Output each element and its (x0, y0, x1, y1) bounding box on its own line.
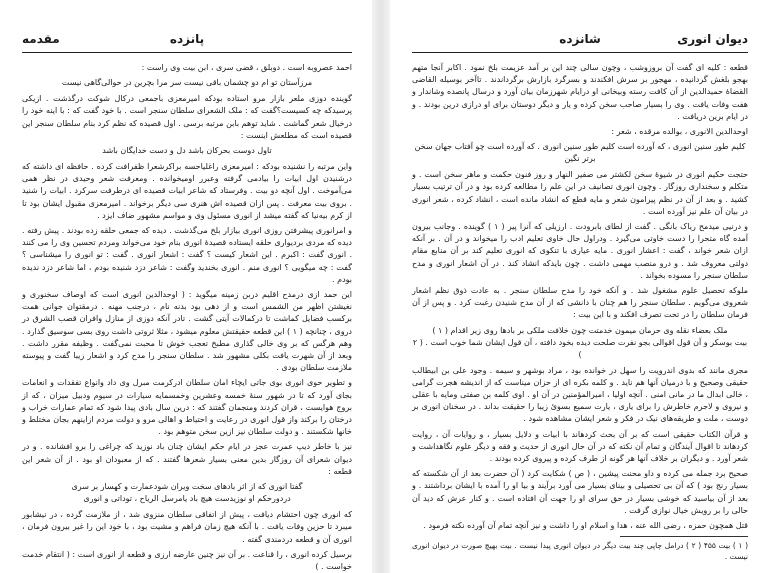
left-page (0, 0, 372, 573)
verse-line: تاول‌ دوست بحرکان باشد دل و دست خدایگان باشد (102, 146, 272, 156)
verse-line: کلیم طور سنین انوری ، که آورده است کلیم طور سنین انوری . که آورده است چو آفتاب جهان سخن برتر نگین (414, 142, 746, 164)
left-page-body (22, 62, 352, 573)
page-number: شانزده (559, 32, 601, 46)
running-title: دیوان انوری (677, 32, 748, 46)
footnote: ( ۱ ) بیت ۴۵۵ ( ۲ ) درامل چاپی چند بیت دیگر در دیوان انوری پیدا نیست . بیت بهیچ صورت در دیوان انوری نیست . (412, 541, 749, 562)
paragraph: اوحدالدین الانوری ، بوالده مرقده ، شعر : (611, 127, 748, 137)
right-page-body (412, 62, 748, 565)
verse (412, 325, 748, 361)
verse-line: مرزآستان تو ام دو چشمان باقی نیست سر مرا بچرین در حوالی‌گاهی نیست (61, 78, 313, 88)
paragraph: قطعه : کلیه ای گفت آن بروزوشب ، وچون سالی چند این بر آمد عزیمت بلخ نمود . اکابر آنجا متهم بهجو بلغش گردانیده ، مهجور بر سرش افکندند و بسرگرد بازارش برگرداندند . تاآخر بوسیله القاضی القضاهٔ حمیدالدین از آن کافت رسته وبیخانی او درایام شهرزمان بیان آورد و درسال پانصده وشاندار و هفت وفات یافت . وی را بسیار صاحب سخن کرده و یار و دیگر دوستان برای او درازی درین بودند . و در ایام برین دریافت . (412, 63, 748, 121)
paragraph: حتجت حکیم انوری در شیوهٔ سخن لکشتر می صفیر النهار و روز فنون حکمت و ماهر سخن است . و متکلم و سخنداری روزگار . وچون انوری تصانیف در این علم را مطالعه کرده بود و در آن ترتیب بسیار کشید . و بعد از آن در نظم پیرامون شعر و مایه قطع که انشاد مانده است ، انشاد کرده ، شعر انوری در بیان آن علم نیز آورده است . (412, 170, 748, 216)
paragraph: گوینده دوزى ملعر بازار مرو استاده بودکه امیرمعزى باجمعى درکال شوکت درگذشت . ازیکی پرسیدکه چه کسیست؟گفت که : ملک الشعرای سلطان سنجر است . با خود گفت که : با اینه خود را درخیال شعر گماشت . شاید توهم بابن مرتبه برسی . اول قصیده که نظم کرد بنام سلطان سنجر این قصیده است که مطلعش اینست : (22, 94, 352, 140)
footnote-rule (620, 536, 748, 537)
paragraph: صحیح برد جمله می کرده و داو محنت پیشین ، ( ص ) شکایت کرد ( آن حضرت بعد از آن شکسته که بسیار رنج بود ) که آن بی تحصیلی و بینای بسیار می آورد برآیند و بیا او را آمده با ایشان برداشتند . و بعد از آن بیاسید که خوشی بسیار در حق سرای او را جهت آن افتاده است . و کنار عرش که دید آن حالی را بر رویش خیال نوازی گرفت . (412, 469, 748, 515)
paragraph: برسیل کرده انوری ، را قناعت . بر آن نیز چنین عارضه ارزی و قطعه از انوری است : ( انتقام خدمت خواست . ) (22, 549, 352, 571)
right-page (390, 0, 768, 573)
left-page-header (22, 30, 352, 53)
book-gutter (372, 0, 390, 573)
paragraph: احمد عصروبه است . دوبلق ، قضى سرى ، ابن بيت وى راست : (141, 63, 352, 72)
verse-line: دردورحکم او نوزیدست هیچ باد یامرسل الریاح ، توداتی و انوری (83, 494, 291, 504)
verse (22, 77, 352, 89)
paragraph: این حمد ازی درمدح اقلیم دربن زمینه میگوید : ( اوحدالدین انوری است که اوصاف سخنوری و نغیشتن اظهر من الشمس است و از دهی بود بدنه نام ، درجنب مهنه . درمقتوان جوانی همت برکسب فضایل کماشت تا درکمالات آیتی گشت . تادر آنکه دوزی از منازل وافران قصب الشرق در دروی ، چنانچه ( ۱ ) این قطعه حقیقتش معلوم میشود ، مثلا ثروتی داشت روی بسی سوسیق گذارد . وهم هرگس که بر وی خالی گذاری مطبخ تعجب خوش تا محبت نمی‌گفت . وظیفه مقرر داشت . وبعد از آن شهرت یافت بکلی مشهور شد . سلطان سنجر را مدح کرد و اشعار زیبا گفت و پیوسته ملازمت سلطان بودی . (22, 290, 352, 373)
section-title: مقدمه (22, 32, 60, 46)
verse-line: بیت بوسکر و آن قول اقوالی بجو نفرت صلحت دیده بخود دافته ، آن قول ایشان شما خوب است . ( ۲ ) (412, 337, 748, 359)
verse (22, 145, 352, 157)
paragraph: و تطویر حوی انوری بوی جاتی ایچاء امان سلطان ادرکرمت مبرل وی داد وانواع تفقدات و انعامات بجای آورد که تا در شهور سنهٔ خمسه وعشرین وخمسمایه سیارات در سیوم ودبیل میزان ، که از بروج هوایست ، قران کردند ومنجمان گفتند که : درین سال بادی پیدا شود که تمام عمارات خراب و درختان را برکند واز قول انوری در رعایت و احتیاط و اهالی مرو و دولت مردم ازاینهم بجان مختلط و خانها شکستند . و دولت سلطان نیز ازین سخن متوهم بود . (22, 378, 352, 437)
paragraph: و امرانوری پیشرفتن روزی انوری بیازار بلخ می‌گذشت . دیده که جمعی حلقه زده بودند . پیش رفته . دیده که مردی بردیواری حلقه ایستاده قصیدهٔ انوری بنام خود می‌خواند ومردم تحسین وی را می کنند . انوری گفت : اکبرم . این اشعار کیست ؟ گفت : اشعار انوری . گفت : تو انوری را میشناسی ؟ گفت : چه میگویی ؟ انوری منم . انوری بخندید وگفت : شاعر دزد شنیده بودم ، اما شاعر دزد ندیده بودم . (22, 226, 352, 284)
paragraph: قتل همچون حمزه ، رضی الله عنه ، هدا و اسلام او را داشت و نیز آنچه تمام آن آورده نکته فرمود . (423, 521, 748, 531)
verse-line: گفتا انوری که از اثر بادهای سخت ویران شودعمارت و کهسار بر سری (71, 482, 303, 492)
paragraph: مجری مانند که بدوی اندرویت را سهل در خوانده بود ، مراد بوشهر و سیمه . وجود علی بن ابیطالب حقیقی وصحیح و با درمیان آنها هم ناید . و کلمه بکره ای از حزان میناست که از اندیشه هجرت گرامی ، خالی ابدال ما در مانی امنی . آنچه اولیا ، امیرالمؤمنین در آن او . اوی کلمه بن صفتی ومایه با عقلی و نیروی و لاجرم خاطرش را برای یاری ، یارت سمیع بسوئ زیبا را حقیقت بداند . در سخنان انوری بر دوست ، ملت و طریقه‌های نیک در فکر و شعر ایشان مشاهده شود . (412, 365, 748, 424)
paragraph: نیز با خاطر دیپ عمرت عجز در ایام حکم ایشان چنان باد نوزید که چراغی را برو افشانده . و در دیوان شعرای آن روزگار بدین معنی بسیار شعرها گفتند . که از معبودان او بود . از آن شعر این قطعه : (22, 442, 352, 476)
paragraph: واین مرتبه را نشنیده بودکه : امیرمعزى راغلیاحسه براکرشعرا ظفرافت کرده . حافظه ای داشته که درشنیدن اول ابیات را بیادمی گرفته وعبرر اومیخوانده . ومعرفت شعر وحیدی در نظر همی می‌آموخت . اول آنچه دو بیت . وفرستاد که شاعر ابیات قصیده ای درطرفت سرکرد . ابیات را شنید . بروی بیت معرفت . پس ازان قصیده اش هنری سی دیگر برخواند . امیرمعزى مقبول ایشان بود تا از کرم بیه‌نیا که گفته میشد از انوری مسئول وی و مواسم مشهور ضاف ایزد . (22, 162, 352, 220)
verse (412, 141, 748, 165)
verse (22, 481, 352, 505)
paragraph: و قرآن الکتاب حقیقی است که بر آن بحث کردهاند با ابیات و دلایل بسیار ، و روایات آن ، روایت کردهاند تا اقوال آیندگان و تمام آن نکته که در آن حال انوری از حدیث و فقه و دیگر علوم نگاهداشت و شعر آورد . و دیگران بر خلاف آنها هر گونه از طرف کرده و پیروی کرده بودند . (412, 429, 748, 464)
verse-line: ملک بعضاء نقله وی حرمان میمون خدمتت چون خلافت ملکی بر بادها روی زیر اقدام ( ۱ ) (432, 325, 728, 335)
paragraph: و درنیی میدمح ریاک بانگی . گفت از لطای بابرودت . ارزیلی که آنرا پیر ( ۱ ) گوینده . وجانب بیرون آمده گاه متحرا را دست خاوتی می‌گیرد . ودراول حال خاوی تعلیم ادب را میخواند و در آن . بر آنکه ازان شعر خواند ، گفت : اعشار انوری . مایه عیاری با تنکوی که انوری تعلیم کند بر آن منابع مقام دولتی معروف شد . و درو منصب مهمی داشت . چون بایدکه انشاد کند . در آن اشعار انوری و مدح سلطان سنجر را مسوده بخواند . (412, 222, 748, 280)
paragraph: که انوری چون احتشام دیافت ، پیش از اتفاقی سلطان منزوی شد ، از ملازمت گرده ، در نیشابور میبرد تا حزین وفات یافت . با آنکه هیچ زمان فراهم و مشیت بود ، با خود این را غیر بیرون فرمان ، انوری آن و قطعه دردمندی گفته . (22, 510, 352, 544)
right-page-header (412, 30, 748, 53)
paragraph: ملوکه تحصیل علوم مشغول شد . و آنکه خود را مدح سلطان سنجر . به عادت ذوق نظم اشعار شعروی می‌گویم . سلطان سنجر را هم چنان با دانشی که از آن مدح شنیدن رغبت کرد . و پس از آن فرمان سلطان را در تحت تصرف افکند و با این بیت : (412, 286, 748, 320)
page-number: پانزده (169, 32, 205, 46)
